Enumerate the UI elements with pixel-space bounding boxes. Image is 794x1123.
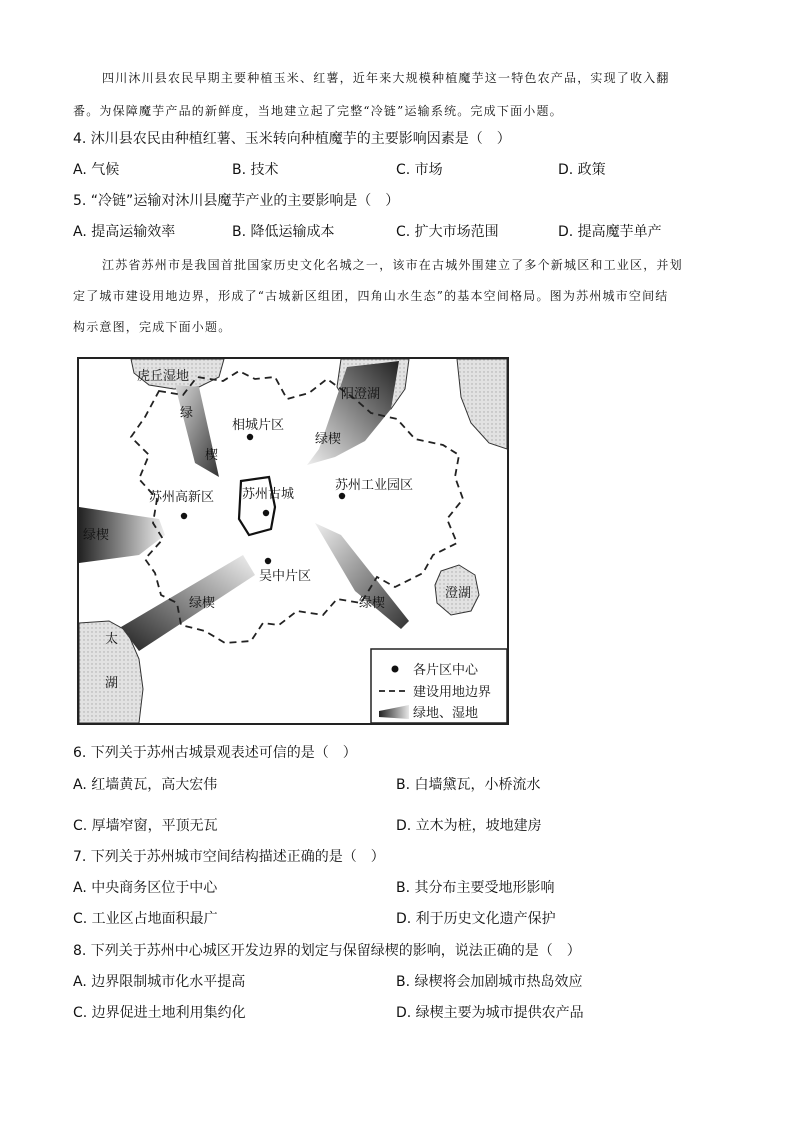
label-yangcheng: 阳澄湖 — [341, 387, 381, 402]
suzhou-spatial-structure-map — [77, 357, 509, 725]
q5-stem: 5. “冷链”运输对沐川县魔芋产业的主要影响是（ ） — [73, 193, 400, 209]
label-wedge-w: 绿楔 — [83, 528, 110, 543]
green-wedge-se — [315, 523, 409, 629]
q4-option-b[interactable]: B. 技术 — [232, 162, 279, 178]
label-chenghu: 澄湖 — [445, 586, 472, 601]
center-dot-gucheng — [263, 510, 269, 516]
label-wedge-nw-1: 绿 — [180, 406, 194, 421]
label-wuzhong: 吴中片区 — [259, 569, 312, 584]
q8-option-a[interactable]: A. 边界限制城市化水平提高 — [73, 974, 246, 990]
q6-option-d[interactable]: D. 立木为桩，坡地建房 — [396, 818, 542, 834]
old-city-boundary — [239, 477, 275, 535]
green-wedge-ne — [307, 361, 399, 465]
q6-option-c[interactable]: C. 厚墙窄窗，平顶无瓦 — [73, 818, 218, 834]
center-dot-gaoxin — [181, 513, 187, 519]
q6-stem: 6. 下列关于苏州古城景观表述可信的是（ ） — [73, 745, 357, 761]
label-wedge-se: 绿楔 — [359, 596, 386, 611]
q4-option-c[interactable]: C. 市场 — [396, 162, 443, 178]
passage2-line1: 江苏省苏州市是我国首批国家历史文化名城之一，该市在古城外围建立了多个新城区和工业区，并划 — [102, 258, 683, 272]
q7-option-c[interactable]: C. 工业区占地面积最广 — [73, 911, 218, 927]
passage1-line1: 四川沐川县农民早期主要种植玉米、红薯，近年来大规模种植魔芋这一特色农产品，实现了收入翻 — [102, 71, 670, 85]
q7-option-d[interactable]: D. 利于历史文化遗产保护 — [396, 911, 556, 927]
legend-center-label: 各片区中心 — [413, 663, 479, 678]
q6-option-b[interactable]: B. 白墙黛瓦，小桥流水 — [396, 777, 541, 793]
q8-option-d[interactable]: D. 绿楔主要为城市提供农产品 — [396, 1005, 584, 1021]
q4-option-a[interactable]: A. 气候 — [73, 162, 120, 178]
legend-green-label: 绿地、湿地 — [413, 706, 479, 721]
label-gaoxin: 苏州高新区 — [149, 490, 215, 505]
label-gucheng: 苏州古城 — [242, 487, 295, 502]
center-dot-wuzhong — [265, 558, 271, 564]
q4-stem: 4. 沐川县农民由种植红薯、玉米转向种植魔芋的主要影响因素是（ ） — [73, 131, 511, 147]
passage2-line2: 定了城市建设用地边界，形成了“古城新区组团，四角山水生态”的基本空间格局。图为苏州城市空间结 — [73, 289, 669, 303]
label-wedge-sw: 绿楔 — [189, 596, 216, 611]
q5-option-d[interactable]: D. 提高魔芋单产 — [558, 224, 662, 240]
center-dot-gongye — [339, 493, 345, 499]
passage1-line2: 番。为保障魔芋产品的新鲜度，当地建立起了完整“冷链”运输系统。完成下面小题。 — [73, 104, 563, 118]
q5-option-c[interactable]: C. 扩大市场范围 — [396, 224, 499, 240]
label-wedge-ne: 绿楔 — [315, 432, 342, 447]
label-huqiu: 虎丘湿地 — [137, 369, 190, 384]
q7-option-a[interactable]: A. 中央商务区位于中心 — [73, 880, 218, 896]
q6-option-a[interactable]: A. 红墙黄瓦，高大宏伟 — [73, 777, 218, 793]
label-taihu-2: 湖 — [105, 676, 119, 691]
q4-option-d[interactable]: D. 政策 — [558, 162, 606, 178]
legend-center-dot — [392, 666, 399, 673]
q8-option-b[interactable]: B. 绿楔将会加剧城市热岛效应 — [396, 974, 583, 990]
label-gongye: 苏州工业园区 — [335, 478, 414, 493]
q7-stem: 7. 下列关于苏州城市空间结构描述正确的是（ ） — [73, 849, 385, 865]
ne-lake — [457, 359, 507, 449]
green-wedge-sw — [121, 555, 255, 651]
legend-boundary-label: 建设用地边界 — [413, 685, 492, 700]
map-legend — [371, 649, 507, 723]
passage2-line3: 构示意图，完成下面小题。 — [73, 320, 232, 334]
label-xiangcheng: 相城片区 — [232, 418, 285, 433]
q8-stem: 8. 下列关于苏州中心城区开发边界的划定与保留绿楔的影响，说法正确的是（ ） — [73, 943, 581, 959]
label-wedge-nw-2: 楔 — [205, 448, 219, 463]
center-dot-xiangcheng — [247, 434, 253, 440]
green-wedge-nw — [175, 385, 219, 477]
q8-option-c[interactable]: C. 边界促进土地利用集约化 — [73, 1005, 246, 1021]
label-taihu-1: 太 — [105, 632, 119, 647]
q7-option-b[interactable]: B. 其分布主要受地形影响 — [396, 880, 555, 896]
q5-option-b[interactable]: B. 降低运输成本 — [232, 224, 335, 240]
q5-option-a[interactable]: A. 提高运输效率 — [73, 224, 176, 240]
